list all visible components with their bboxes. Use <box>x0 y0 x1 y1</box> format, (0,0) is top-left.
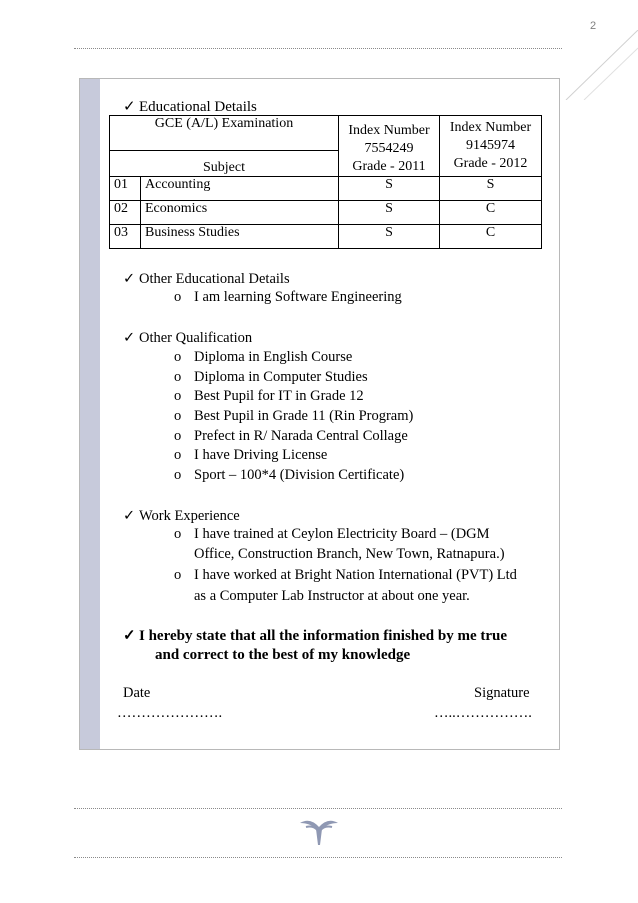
list-item-text: Diploma in English Course <box>194 349 353 365</box>
educational-heading-text: Educational Details <box>139 99 257 115</box>
date-label: Date <box>123 685 151 701</box>
declaration-line-1 <box>123 626 507 645</box>
index-number: 9145974 <box>466 138 515 153</box>
bullet-icon: o <box>174 526 182 542</box>
page-corner-decoration <box>556 30 638 100</box>
footer-divider-top <box>74 808 562 809</box>
signature-dots: …..……………. <box>434 705 532 721</box>
index-2012-header <box>440 116 542 177</box>
education-table <box>109 115 542 249</box>
grade-year: Grade - 2011 <box>352 159 426 174</box>
bullet-icon: o <box>174 369 182 385</box>
footer-logo-icon <box>296 815 342 847</box>
header-divider <box>74 48 562 49</box>
work-heading-text: Work Experience <box>139 508 240 524</box>
educational-heading <box>123 97 257 116</box>
grade-cell: C <box>440 201 542 225</box>
exam-title: GCE (A/L) Examination <box>154 116 294 131</box>
list-item-text: Sport – 100*4 (Division Certificate) <box>194 467 405 483</box>
list-item-text: Best Pupil for IT in Grade 12 <box>194 388 364 404</box>
subject-header: Subject <box>203 160 245 175</box>
table-row <box>110 225 542 249</box>
row-number: 01 <box>110 177 141 201</box>
grade-cell: C <box>440 225 542 249</box>
checkmark-icon: ✓ <box>123 628 136 644</box>
list-item-text: I am learning Software Engineering <box>194 289 402 305</box>
table-row <box>110 201 542 225</box>
bullet-icon: o <box>174 408 182 424</box>
checkmark-icon: ✓ <box>123 508 136 524</box>
table-row <box>110 177 542 201</box>
checkmark-icon: ✓ <box>123 271 136 287</box>
grade-year: Grade - 2012 <box>453 156 528 171</box>
bullet-icon: o <box>174 567 182 583</box>
index-2011-header <box>339 116 440 177</box>
footer-divider-bottom <box>74 857 562 858</box>
list-item-text: as a Computer Lab Instructor at about one year. <box>194 588 470 604</box>
list-item-text: I have trained at Ceylon Electricity Board – (DGM <box>194 526 490 542</box>
other-education-heading-text: Other Educational Details <box>139 271 290 287</box>
subject-cell: Business Studies <box>141 225 339 249</box>
bullet-icon: o <box>174 428 182 444</box>
checkmark-icon: ✓ <box>123 99 136 115</box>
declaration-line-2: and correct to the best of my knowledge <box>155 647 411 663</box>
list-item-text: I have worked at Bright Nation International (PVT) Ltd <box>194 567 517 583</box>
bullet-icon: o <box>174 467 182 483</box>
index-label: Index Number <box>449 120 532 135</box>
bullet-icon: o <box>174 388 182 404</box>
list-item-text: Office, Construction Branch, New Town, Ratnapura.) <box>194 546 505 562</box>
other-education-heading <box>123 269 290 289</box>
grade-cell: S <box>440 177 542 201</box>
signature-label: Signature <box>474 685 530 701</box>
grade-cell: S <box>339 201 440 225</box>
declaration-text: I hereby state that all the information finished by me true <box>139 628 508 644</box>
bullet-icon: o <box>174 447 182 463</box>
index-label: Index Number <box>348 123 430 138</box>
grade-cell: S <box>339 225 440 249</box>
list-item-text: Best Pupil in Grade 11 (Rin Program) <box>194 408 414 424</box>
subject-cell: Accounting <box>141 177 339 201</box>
subject-cell: Economics <box>141 201 339 225</box>
page-number: 2 <box>590 20 597 32</box>
grade-cell: S <box>339 177 440 201</box>
subject-header-cell <box>110 150 339 176</box>
list-item-text: I have Driving License <box>194 447 328 463</box>
bullet-icon: o <box>174 289 182 305</box>
left-accent-bar <box>80 79 100 749</box>
qualification-heading <box>123 328 252 348</box>
qualification-heading-text: Other Qualification <box>139 330 253 346</box>
date-dots: …………………. <box>117 705 223 721</box>
row-number: 03 <box>110 225 141 249</box>
bullet-icon: o <box>174 349 182 365</box>
index-number: 7554249 <box>364 141 414 156</box>
work-heading <box>123 506 240 526</box>
list-item-text: Diploma in Computer Studies <box>194 369 368 385</box>
list-item-text: Prefect in R/ Narada Central Collage <box>194 428 408 444</box>
checkmark-icon: ✓ <box>123 330 136 346</box>
row-number: 02 <box>110 201 141 225</box>
exam-title-cell <box>110 116 339 151</box>
